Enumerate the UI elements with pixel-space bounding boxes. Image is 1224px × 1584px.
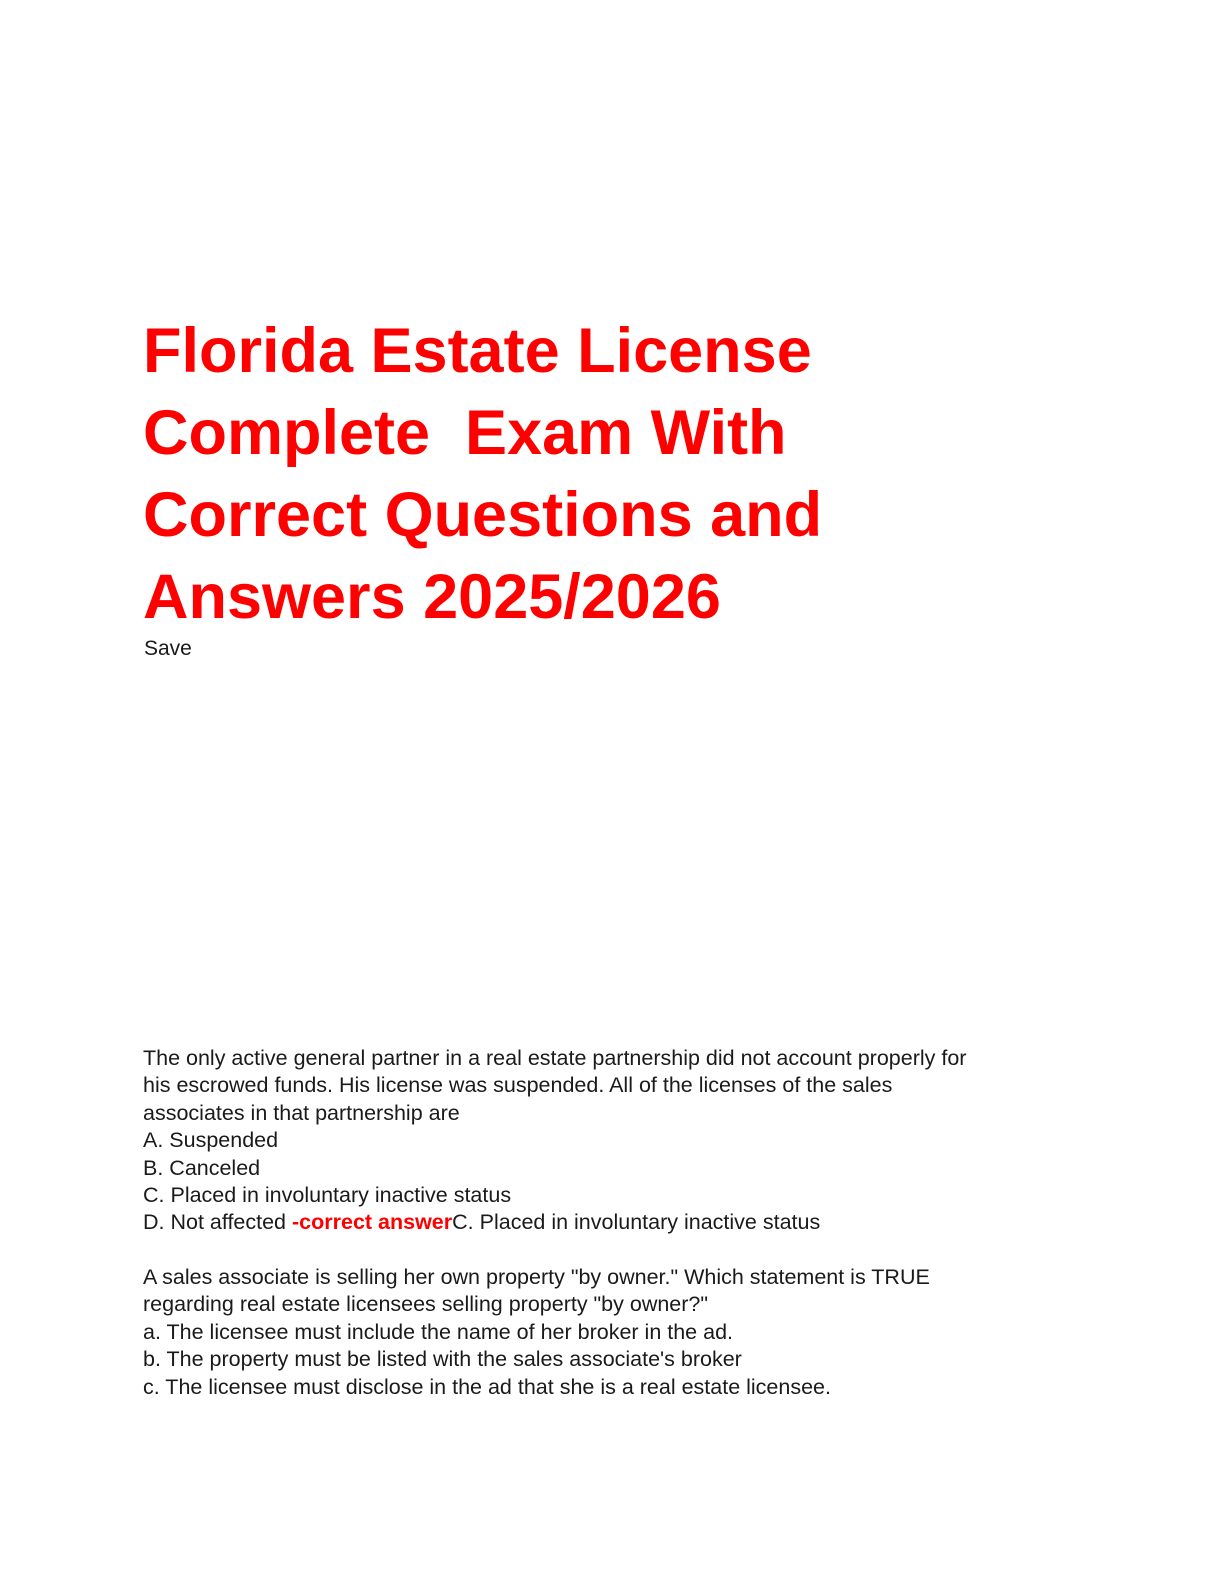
- title-line-3: Correct Questions and: [143, 480, 823, 550]
- question-1-option-d-line: [143, 1209, 1103, 1236]
- question-1-option-d: D. Not affected: [143, 1210, 292, 1235]
- correct-answer-tag: -correct answer: [292, 1210, 453, 1235]
- question-2-stem-line-2: regarding real estate licensees selling property "by owner?": [143, 1292, 709, 1317]
- save-label[interactable]: Save: [144, 637, 192, 660]
- question-1-option-c: C. Placed in involuntary inactive status: [143, 1183, 512, 1208]
- question-2-option-b: b. The property must be listed with the sales associate's broker: [143, 1347, 742, 1372]
- question-1-answer: C. Placed in involuntary inactive status: [452, 1210, 821, 1235]
- question-1-stem-line-1: The only active general partner in a real estate partnership did not account properly for: [143, 1046, 967, 1070]
- title-line-2: Complete Exam With: [143, 398, 787, 468]
- question-2-stem-line-1: A sales associate is selling her own property "by owner." Which statement is TRUE: [143, 1265, 930, 1289]
- question-2: [143, 1264, 1103, 1401]
- question-2-option-c: c. The licensee must disclose in the ad that she is a real estate licensee.: [143, 1374, 831, 1399]
- question-1-option-b: B. Canceled: [143, 1155, 261, 1180]
- question-2-option-a: a. The licensee must include the name of her broker in the ad.: [143, 1319, 734, 1344]
- title-line-1: Florida Estate License: [143, 316, 812, 386]
- question-1-option-a: A. Suspended: [143, 1128, 279, 1153]
- title-line-4: Answers 2025/2026: [143, 562, 721, 632]
- question-1-stem-line-3: associates in that partnership are: [143, 1100, 460, 1125]
- document-title: [143, 310, 1043, 638]
- question-1-stem-line-2: his escrowed funds. His license was suspended. All of the licenses of the sales: [143, 1073, 893, 1098]
- question-1: [143, 1045, 1103, 1237]
